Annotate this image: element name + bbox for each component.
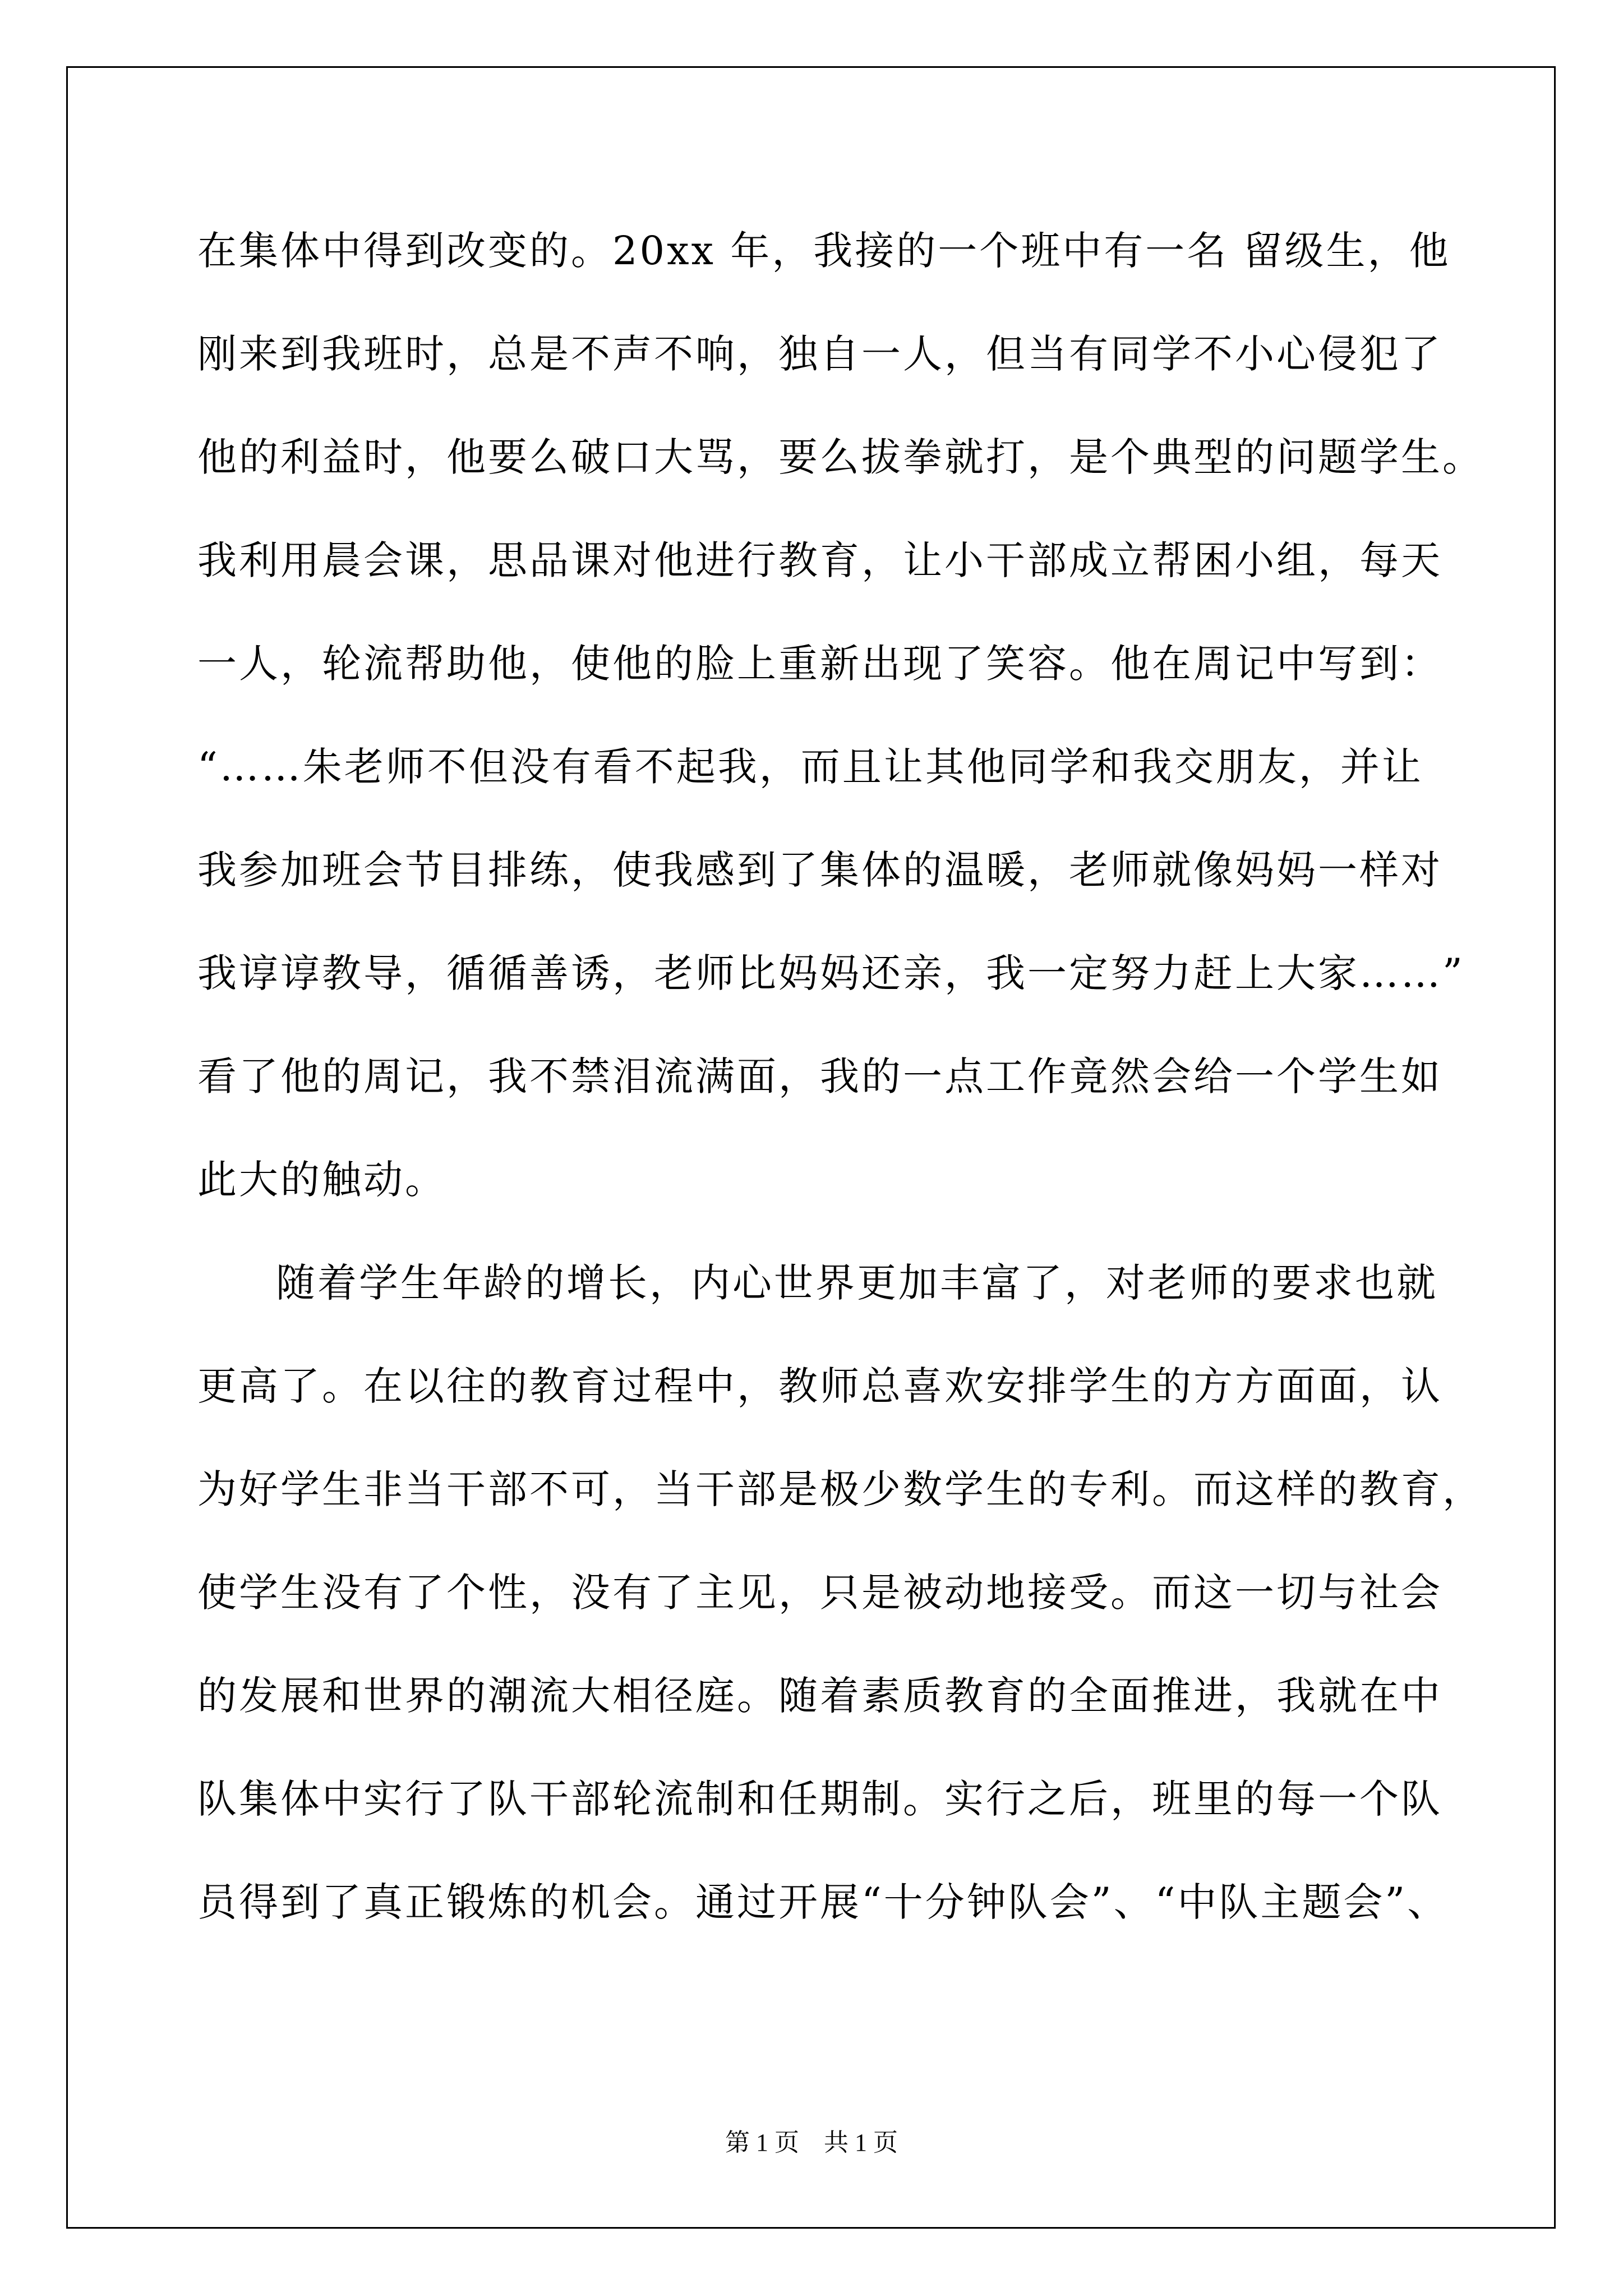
text-line: 刚来到我班时，总是不声不响，独自一人，但当有同学不小心侵犯了 [197, 331, 1442, 377]
text-line: 我谆谆教导，循循善诱，老师比妈妈还亲，我一定努力赶上大家……” [197, 950, 1465, 996]
text-line: 的发展和世界的潮流大相径庭。随着素质教育的全面推进，我就在中 [197, 1673, 1442, 1719]
text-line: 使学生没有了个性，没有了主见，只是被动地接受。而这一切与社会 [197, 1570, 1442, 1616]
paragraph-first-line: 随着学生年龄的增长，内心世界更加丰富了，对老师的要求也就 [276, 1260, 1438, 1306]
text-line: “……朱老师不但没有看不起我，而且让其他同学和我交朋友，并让 [197, 744, 1423, 790]
text-line: 我参加班会节目排练，使我感到了集体的温暖，老师就像妈妈一样对 [197, 847, 1442, 893]
text-line: 员得到了真正锻炼的机会。通过开展“十分钟队会”、“中队主题会”、 [197, 1879, 1449, 1925]
text-line: 一人，轮流帮助他，使他的脸上重新出现了笑容。他在周记中写到： [197, 641, 1442, 687]
text-line: 在集体中得到改变的。20xx 年，我接的一个班中有一名 留级生，他 [197, 228, 1451, 274]
text-line: 我利用晨会课，思品课对他进行教育，让小干部成立帮困小组，每天 [197, 537, 1442, 583]
text-line: 更高了。在以往的教育过程中，教师总喜欢安排学生的方方面面，认 [197, 1363, 1442, 1409]
text-line: 此大的触动。 [197, 1157, 446, 1203]
text-line: 看了他的周记，我不禁泪流满面，我的一点工作竟然会给一个学生如 [197, 1053, 1442, 1099]
page-number: 第 1 页 [725, 2129, 799, 2156]
text-line: 为好学生非当干部不可，当干部是极少数学生的专利。而这样的教育， [197, 1466, 1484, 1512]
page-total: 共 1 页 [824, 2129, 898, 2156]
text-line: 队集体中实行了队干部轮流制和任期制。实行之后，班里的每一个队 [197, 1776, 1442, 1822]
page-footer [0, 2126, 1623, 2160]
text-line: 他的利益时，他要么破口大骂，要么拔拳就打，是个典型的问题学生。 [197, 434, 1484, 480]
